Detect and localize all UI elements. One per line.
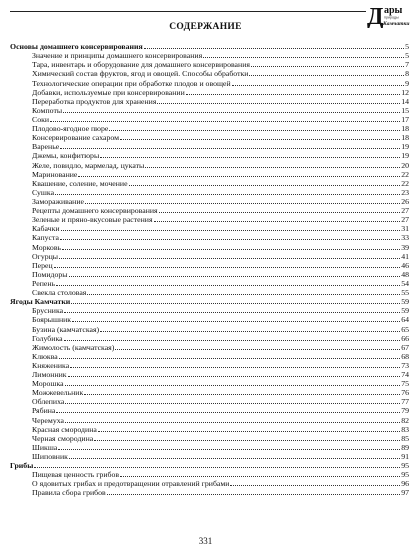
toc-entry-title: Рецепты домашнего консервирования [32, 206, 158, 216]
toc-entry [10, 288, 409, 297]
toc-entry-page: 75 [401, 379, 409, 389]
toc-entry-title: Шикша [32, 442, 58, 452]
toc-entry-title: Репень [32, 278, 56, 288]
toc-entry-title: Капуста [32, 233, 59, 243]
toc-entry-page: 59 [401, 306, 409, 316]
dot-leader [56, 412, 400, 413]
toc-entry-page: 17 [401, 114, 409, 124]
toc-entry-title: Морковь [32, 242, 62, 252]
dot-leader [84, 394, 400, 395]
dot-leader [64, 312, 400, 313]
toc-entry-page: 18 [401, 124, 409, 134]
dot-leader [87, 294, 400, 295]
toc-entry-page: 96 [401, 479, 409, 489]
toc-entry [10, 470, 409, 479]
toc-entry-page: 67 [401, 342, 409, 352]
toc-entry [10, 115, 409, 124]
toc-entry [10, 324, 409, 333]
toc-entry [10, 479, 409, 488]
toc-entry-title: Лимонник [32, 370, 67, 380]
logo-word-2: Камчатки [383, 21, 410, 27]
dot-leader [159, 212, 401, 213]
toc-entry [10, 206, 409, 215]
toc-entry-title: Пищевая ценность грибов [32, 470, 120, 480]
toc-entry [10, 415, 409, 424]
toc-entry-title: Шиповник [32, 452, 68, 462]
toc-entry [10, 51, 409, 60]
toc-entry-page: 46 [401, 260, 409, 270]
dot-leader [249, 75, 404, 76]
toc-entry [10, 88, 409, 97]
toc-entry-page: 14 [401, 96, 409, 106]
dot-leader [72, 321, 400, 322]
toc-entry-title: Рябина [32, 406, 56, 416]
toc-entry [10, 388, 409, 397]
dot-leader [232, 85, 404, 86]
table-of-contents [10, 42, 409, 497]
toc-entry [10, 361, 409, 370]
dot-leader [203, 57, 404, 58]
toc-entry [10, 97, 409, 106]
toc-entry-title: Морошка [32, 379, 64, 389]
toc-entry-title: Облепиха [32, 397, 65, 407]
dot-leader [63, 112, 400, 113]
logo-word-1: ары [384, 5, 403, 16]
toc-entry-page: 41 [401, 251, 409, 261]
toc-entry-title: Переработка продуктов для хранения [32, 96, 157, 106]
toc-entry [10, 151, 409, 160]
toc-entry-page: 8 [405, 69, 409, 79]
dot-leader [98, 431, 400, 432]
toc-entry-title: Огурцы [32, 251, 59, 261]
dot-leader [50, 121, 400, 122]
dot-leader [69, 276, 401, 277]
toc-entry [10, 315, 409, 324]
dot-leader [61, 230, 401, 231]
toc-entry-title: Черная смородина [32, 433, 94, 443]
toc-entry [10, 60, 409, 69]
dot-leader [34, 467, 400, 468]
dot-leader [78, 176, 400, 177]
toc-entry-title: Клюква [32, 351, 58, 361]
toc-entry-page: 18 [401, 133, 409, 143]
toc-entry-page: 33 [401, 233, 409, 243]
toc-entry-page: 48 [401, 269, 409, 279]
toc-entry [10, 215, 409, 224]
dot-leader [59, 358, 400, 359]
toc-entry [10, 160, 409, 169]
toc-entry-page: 97 [401, 488, 409, 498]
toc-entry-page: 23 [401, 187, 409, 197]
toc-entry [10, 370, 409, 379]
toc-entry-title: Зеленые и пряно-вкусовые растения [32, 215, 153, 225]
toc-entry [10, 124, 409, 133]
logo-big-letter: Д [367, 4, 384, 28]
toc-entry [10, 78, 409, 87]
toc-entry-page: 95 [401, 461, 409, 471]
toc-entry [10, 252, 409, 261]
toc-entry-title: Жимолость (камчатская) [32, 342, 115, 352]
dot-leader [55, 194, 400, 195]
toc-entry [10, 443, 409, 452]
toc-entry [10, 425, 409, 434]
toc-entry-title: Квашение, соление, мочение [32, 178, 128, 188]
toc-entry-title: Маринование [32, 169, 78, 179]
toc-entry-title: Сушка [32, 187, 55, 197]
toc-entry [10, 334, 409, 343]
toc-entry-title: Правила сбора грибов [32, 488, 106, 498]
page-number: 331 [198, 536, 213, 546]
dot-leader [59, 258, 400, 259]
toc-entry-page: 20 [401, 160, 409, 170]
dot-leader [120, 476, 400, 477]
dot-leader [144, 48, 404, 49]
dot-leader [145, 167, 400, 168]
toc-entry-title: Княженика [32, 360, 70, 370]
dot-leader [56, 285, 400, 286]
toc-entry-page: 91 [401, 452, 409, 462]
toc-entry-title: Брусника [32, 306, 64, 316]
dot-leader [65, 403, 400, 404]
toc-entry [10, 142, 409, 151]
toc-entry [10, 133, 409, 142]
dot-leader [100, 331, 400, 332]
toc-entry-title: Замораживание [32, 196, 84, 206]
toc-entry-page: 65 [401, 324, 409, 334]
dot-leader [60, 239, 400, 240]
dot-leader [85, 203, 400, 204]
toc-entry-page: 82 [401, 415, 409, 425]
toc-entry-page: 79 [401, 406, 409, 416]
toc-entry-page: 19 [401, 142, 409, 152]
dot-leader [120, 139, 400, 140]
toc-entry-page: 5 [405, 51, 409, 61]
dot-leader [54, 267, 401, 268]
toc-entry-title: Плодово-ягодное пюре [32, 124, 109, 134]
toc-entry-page: 7 [405, 60, 409, 70]
dot-leader [251, 66, 404, 67]
toc-entry-title: Перец [32, 260, 53, 270]
dot-leader [65, 385, 401, 386]
toc-entry [10, 434, 409, 443]
toc-entry-page: 77 [401, 397, 409, 407]
dot-leader [186, 94, 400, 95]
toc-entry-page: 15 [401, 105, 409, 115]
toc-entry-title: О ядовитых грибах и предотвращении отравлений грибами [32, 479, 230, 489]
header-rule [10, 11, 366, 12]
dot-leader [69, 458, 400, 459]
dot-leader [70, 367, 400, 368]
toc-entry-page: 39 [401, 242, 409, 252]
toc-section [10, 42, 409, 51]
dot-leader [115, 349, 400, 350]
dot-leader [60, 148, 400, 149]
toc-entry-page: 74 [401, 370, 409, 380]
toc-entry-title: Джемы, конфитюры [32, 151, 100, 161]
toc-entry-title: Голубика [32, 333, 63, 343]
toc-entry-title: Соки [32, 114, 50, 124]
toc-entry [10, 242, 409, 251]
toc-entry [10, 188, 409, 197]
dot-leader [154, 221, 401, 222]
toc-entry-title: Помидоры [32, 269, 68, 279]
dot-leader [230, 485, 400, 486]
toc-entry [10, 106, 409, 115]
toc-entry [10, 306, 409, 315]
toc-entry-page: 55 [401, 288, 409, 298]
toc-entry-title: Боярышник [32, 315, 72, 325]
toc-entry-title: Желе, повидло, мармелад, цукаты [32, 160, 145, 170]
toc-entry [10, 379, 409, 388]
dot-leader [68, 376, 401, 377]
toc-entry-page: 83 [401, 424, 409, 434]
toc-entry [10, 179, 409, 188]
toc-entry [10, 488, 409, 497]
dot-leader [62, 249, 400, 250]
toc-entry-page: 27 [401, 215, 409, 225]
toc-entry-title: Свекла столовая [32, 288, 87, 298]
toc-entry-page: 26 [401, 196, 409, 206]
toc-entry-title: Ягоды Камчатки [10, 297, 71, 307]
toc-entry-page: 22 [401, 178, 409, 188]
toc-entry-title: Консервирование сахаром [32, 133, 120, 143]
toc-entry [10, 452, 409, 461]
dot-leader [65, 422, 400, 423]
toc-entry-page: 27 [401, 206, 409, 216]
toc-entry-page: 31 [401, 224, 409, 234]
toc-entry-title: Значение и принципы домашнего консервирования [32, 51, 203, 61]
toc-entry-page: 54 [401, 278, 409, 288]
toc-entry-page: 95 [401, 470, 409, 480]
dot-leader [109, 130, 400, 131]
toc-entry-title: Основы домашнего консервирования [10, 42, 143, 52]
toc-entry-title: Кабачки [32, 224, 60, 234]
dot-leader [107, 494, 401, 495]
logo-word-3: природы [384, 15, 399, 20]
toc-entry-title: Тара, инвентарь и оборудование для домашнего консервирования [32, 60, 250, 70]
dot-leader [94, 440, 400, 441]
toc-entry-page: 9 [405, 78, 409, 88]
toc-entry [10, 170, 409, 179]
toc-entry [10, 397, 409, 406]
toc-entry-page: 89 [401, 442, 409, 452]
toc-entry [10, 343, 409, 352]
toc-entry-page: 85 [401, 433, 409, 443]
toc-entry-title: Грибы [10, 461, 34, 471]
toc-entry-title: Черемуха [32, 415, 64, 425]
toc-entry [10, 224, 409, 233]
toc-entry-title: Компоты [32, 105, 63, 115]
toc-entry-page: 22 [401, 169, 409, 179]
toc-entry-title: Варенье [32, 142, 60, 152]
toc-entry-page: 76 [401, 388, 409, 398]
page-title: СОДЕРЖАНИЕ [169, 22, 242, 32]
toc-entry [10, 261, 409, 270]
toc-entry-title: Технологические операции при обработке плодов и овощей [32, 78, 231, 88]
toc-entry [10, 197, 409, 206]
toc-entry-page: 19 [401, 151, 409, 161]
toc-entry [10, 270, 409, 279]
dot-leader [157, 103, 400, 104]
toc-entry-title: Красная смородина [32, 424, 97, 434]
toc-entry-page: 68 [401, 351, 409, 361]
toc-entry-title: Химический состав фруктов, ягод и овощей. Способы обработки [32, 69, 249, 79]
dot-leader [58, 449, 400, 450]
toc-entry-page: 12 [401, 87, 409, 97]
toc-entry [10, 279, 409, 288]
toc-entry-page: 64 [401, 315, 409, 325]
toc-section [10, 297, 409, 306]
dot-leader [129, 185, 401, 186]
toc-entry-page: 5 [405, 42, 409, 52]
dot-leader [71, 303, 400, 304]
dot-leader [64, 340, 401, 341]
toc-section [10, 461, 409, 470]
toc-entry [10, 352, 409, 361]
toc-entry [10, 406, 409, 415]
dot-leader [100, 157, 400, 158]
toc-entry [10, 69, 409, 78]
toc-entry-page: 73 [401, 360, 409, 370]
toc-entry-title: Можжевельник [32, 388, 84, 398]
toc-entry-title: Добавки, используемые при консервировании [32, 87, 185, 97]
toc-entry-title: Бузина (камчатская) [32, 324, 100, 334]
toc-entry [10, 233, 409, 242]
toc-entry-page: 66 [401, 333, 409, 343]
toc-entry-page: 59 [401, 297, 409, 307]
